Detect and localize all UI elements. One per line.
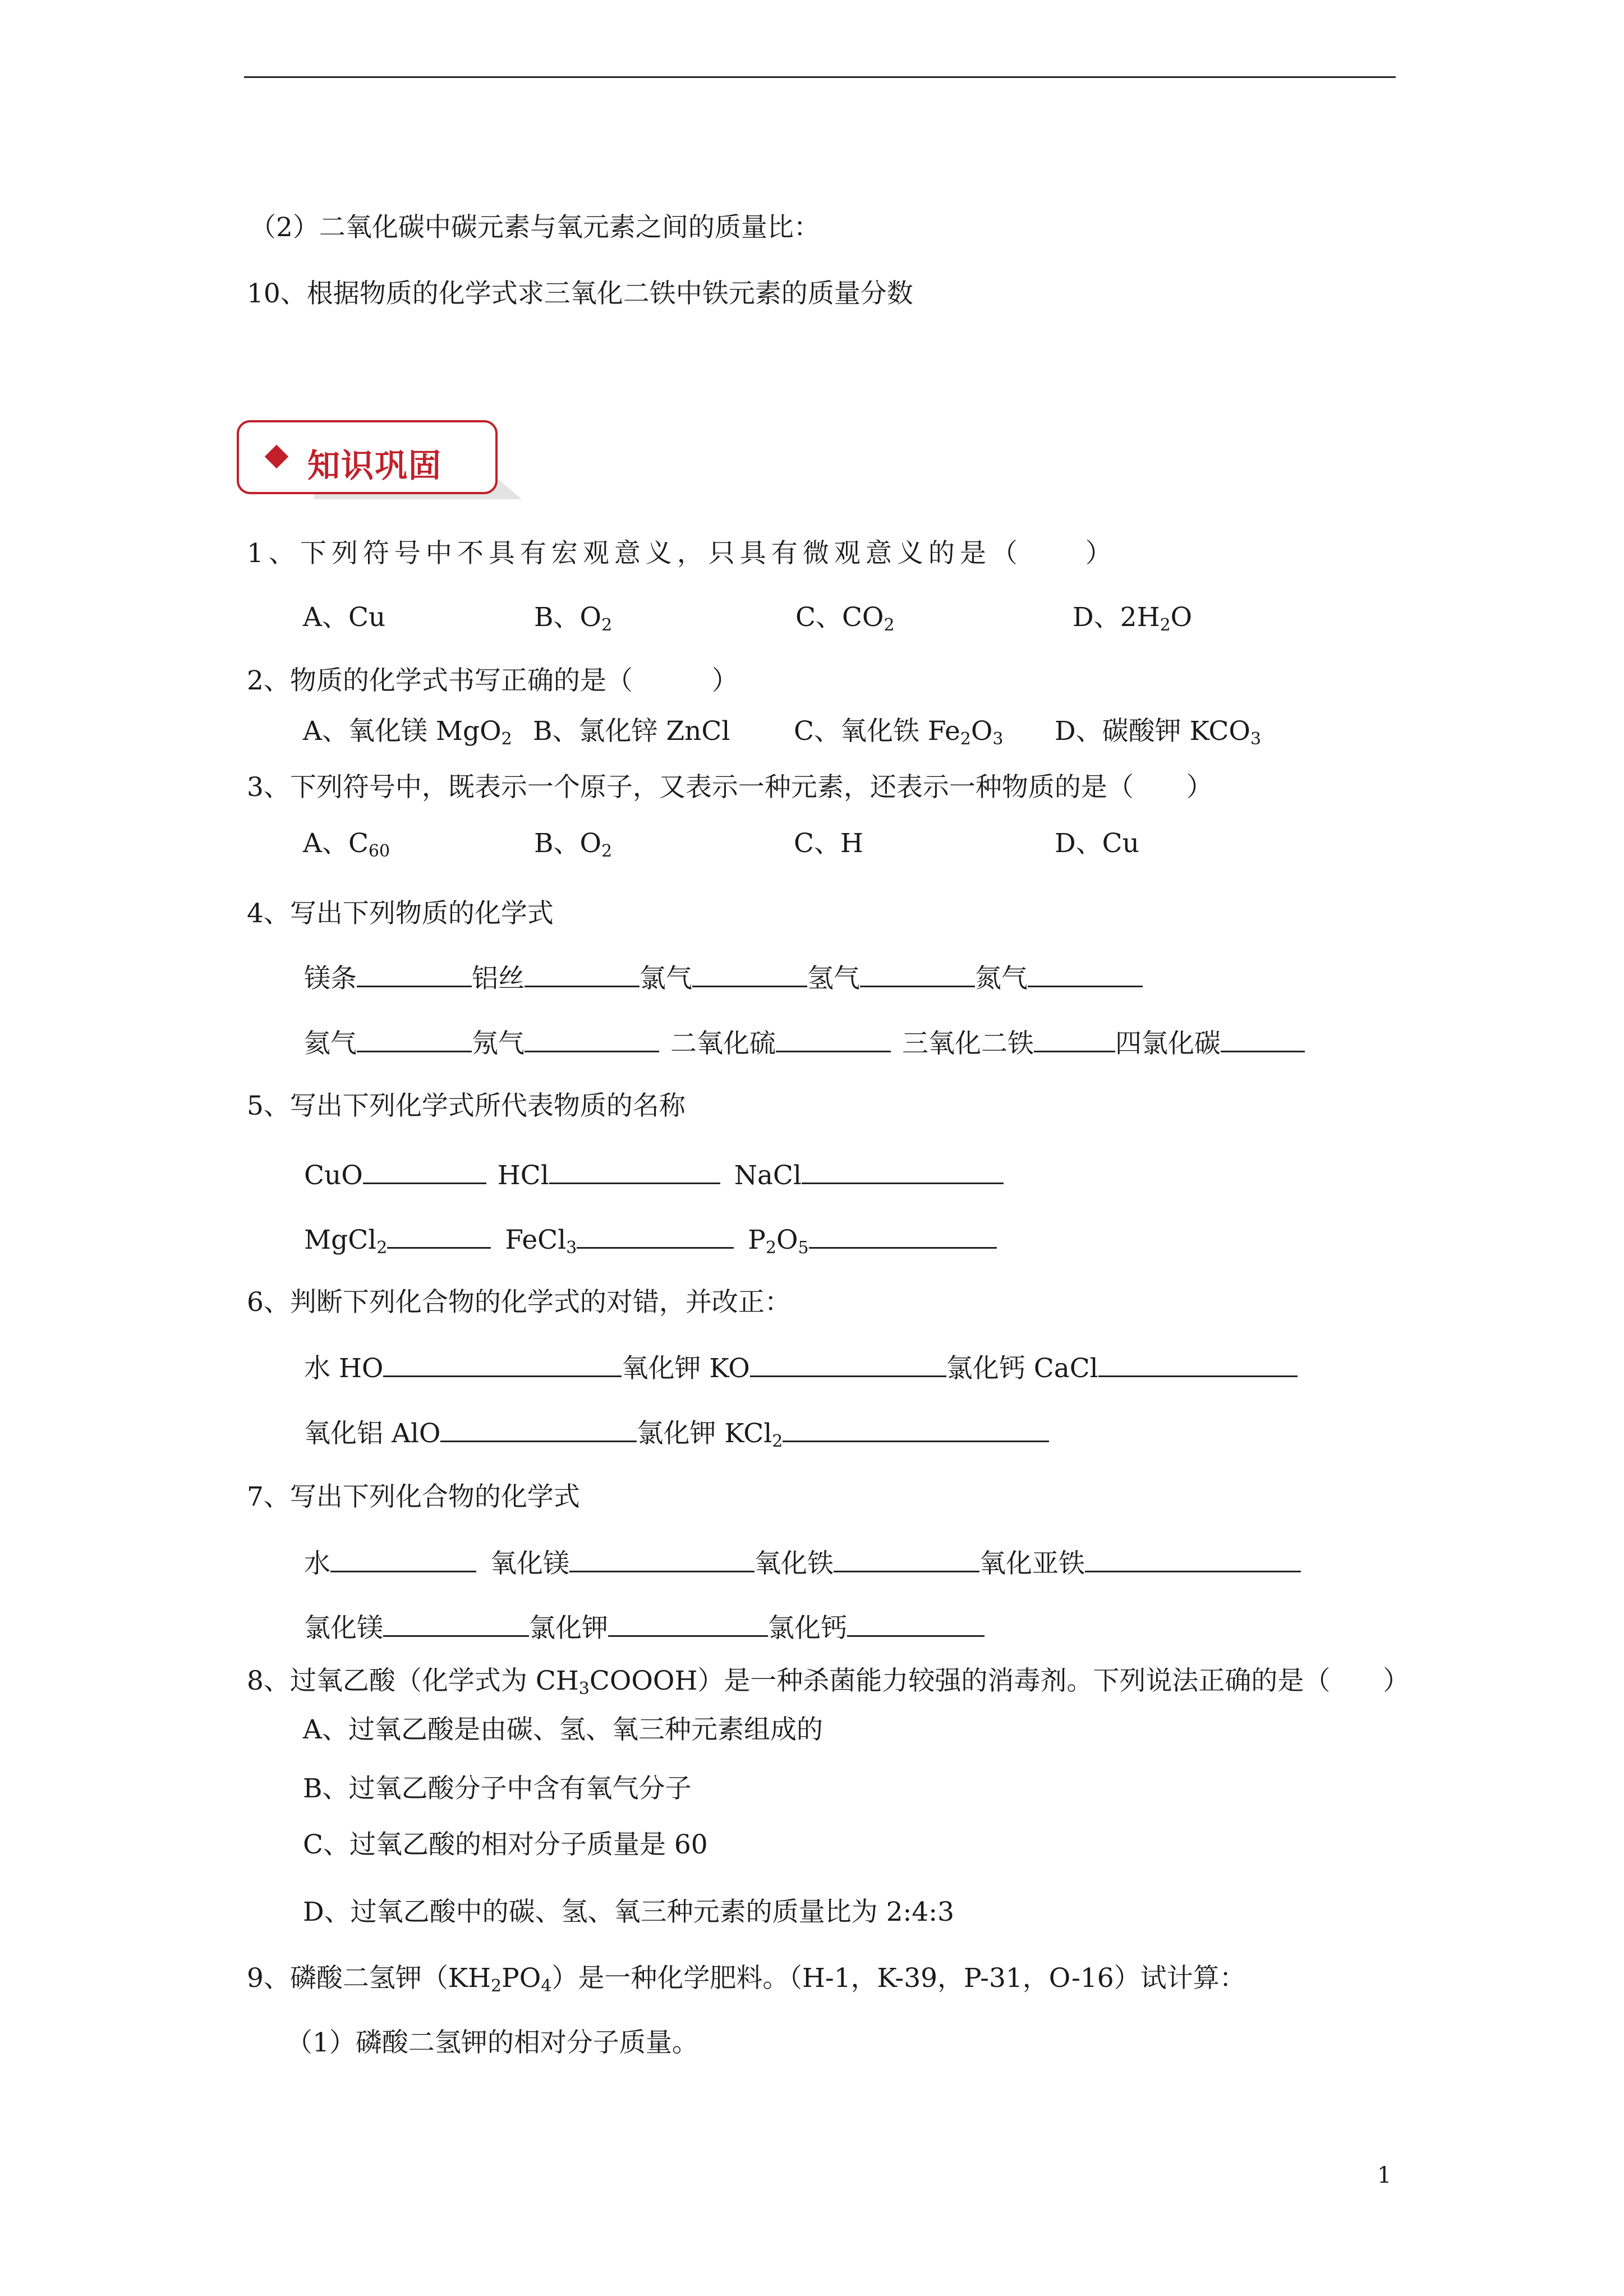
q8-option-d: D、过氧乙酸中的碳、氢、氧三种元素的质量比为 2:4:3 [303,1897,954,1927]
question-2: 2、物质的化学式书写正确的是（ ） [247,665,738,696]
q7-row-2: 氯化镁 氯化钾 氯化钙 [304,1613,984,1641]
q6-row-2: 氧化铝 AlO 氯化钾 KCl$_2$ [304,1418,1049,1447]
q8-option-b: B、过氧乙酸分子中含有氧气分子 [303,1773,692,1804]
page-number: 1 [1377,2162,1392,2188]
q6-row-1: 水 HO 氧化钾 KO 氯化钙 CaCl [304,1353,1298,1382]
q1-option-c: C、$CO_2$ [795,602,895,635]
question-9: 9、磷酸二氢钾$(KH_2PO_4)$是一种化学肥料。（H-1，K-39，P-31，O-16）试计算： [247,1963,1246,1996]
q2-option-c: C、氧化铁 $Fe_2O_3$ [794,716,1004,749]
q9-part1: （1）磷酸二氢钾的相对分子质量。 [286,2027,698,2058]
q3-option-b: B、$O_2$ [534,828,613,861]
q3-option-a: A、$C_{60}$ [303,828,390,861]
q1-option-b: B、$O_2$ [534,602,613,635]
question-4: 4、写出下列物质的化学式 [247,898,554,929]
q4-row-2: 氦气 氖气 二氧化硫 三氧化二铁 四氯化碳 [304,1028,1305,1057]
q3-option-c: C、H [794,828,863,859]
q5-row-1: CuO HCl NaCl [304,1160,1004,1189]
q8-option-c: C、过氧乙酸的相对分子质量是 60 [303,1829,708,1860]
question-3: 3、下列符号中，既表示一个原子，又表示一种元素，还表示一种物质的是（ ） [247,772,1213,803]
q4-row-1: 镁条 铝丝 氯气 氢气 氮气 [304,963,1143,992]
q5-row-2: MgCl$_2$ FeCl$_3$ $P_2O_5$ [304,1225,997,1253]
question-6: 6、判断下列化合物的化学式的对错，并改正： [247,1287,791,1318]
question-5: 5、写出下列化学式所代表物质的名称 [247,1091,686,1121]
q1-option-d: D、$2H_2O$ [1073,602,1193,635]
question-10: 10、根据物质的化学式求三氧化二铁中铁元素的质量分数 [247,278,913,309]
diamond-icon [265,445,288,468]
q7-row-1: 水 氧化镁 氧化铁 氧化亚铁 [304,1548,1301,1577]
question-7: 7、写出下列化合物的化学式 [247,1481,580,1512]
q1-option-a: A、Cu [303,602,386,633]
q2-option-d: D、碳酸钾 $KCO_3$ [1055,716,1262,749]
q9-part2: （2）二氧化碳中碳元素与氧元素之间的质量比： [250,212,820,243]
question-1: 1、下列符号中不具有宏观意义，只具有微观意义的是（ ） [247,538,1117,569]
section-title: 知识巩固 [307,447,443,485]
header-rule [244,76,1396,78]
q2-option-b: B、氯化锌 ZnCl [533,716,730,747]
q2-option-a: A、氧化镁 MgO$_2$ [303,716,512,749]
q3-option-d: D、Cu [1055,828,1139,859]
q8-option-a: A、过氧乙酸是由碳、氢、氧三种元素组成的 [303,1714,823,1745]
section-badge [237,420,498,494]
question-8: 8、过氧乙酸（化学式为 $CH_3COOOH$）是一种杀菌能力较强的消毒剂。下列说法正确的是（ ） [247,1665,1410,1699]
